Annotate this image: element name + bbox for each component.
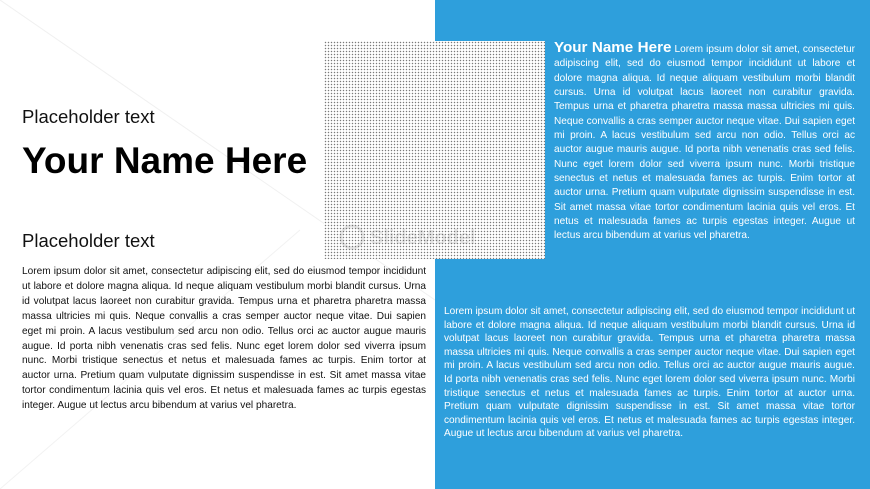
watermark-text: SlideModel	[370, 227, 476, 249]
placeholder-text-top: Placeholder text	[22, 106, 155, 127]
image-placeholder	[324, 41, 545, 259]
watermark-logo	[338, 223, 533, 251]
right-bottom-body-text: Lorem ipsum dolor sit amet, consectetur adipiscing elit, sed do eiusmod tempor incididunt ut labore et dolore magna aliqua. Id neque aliquam vestibulum morbi blandit cursus. Urna id volutpat lacus laoreet non curabitur gravida. Tempus urna et pharetra pharetra massa massa ultricies mi quis. Neque convallis a cras semper auctor neque vitae. Dui sapien eget mi proin. A lacus vestibulum sed arcu non odio. Tellus orci ac auctor augue mauris augue. Id porta nibh venenatis cras sed felis. Nunc eget lorem dolor sed viverra ipsum nunc. Morbi tristique senectus et netus et malesuada fames ac turpis. Enim tortor at auctor urna. Pretium quam vulputate dignissim suspendisse in est. Sit amet massa vitae tortor condimentum lacinia quis vel eros. Et netus et malesuada fames ac turpis egestas integer. Augue ut lectus arcu bibendum at varius vel pharetra.	[444, 306, 855, 440]
placeholder-text-bottom: Placeholder text	[22, 230, 155, 251]
name-heading: Your Name Here	[22, 140, 308, 181]
right-name-heading: Your Name Here	[554, 39, 672, 56]
right-top-body-text: Lorem ipsum dolor sit amet, consectetur adipiscing elit, sed do eiusmod tempor incididunt ut labore et dolore magna aliqua. Id neque aliquam vestibulum morbi blandit cursus. Urna id volutpat lacus laoreet non curabitur gravida. Tempus urna et pharetra pharetra massa massa ultricies mi quis. Neque convallis a cras semper auctor neque vitae. Dui sapien eget mi proin. A lacus vestibulum sed arcu non odio. Tellus orci ac auctor augue mauris augue. Id porta nibh venenatis cras sed felis. Nunc eget lorem dolor sed viverra ipsum nunc. Morbi tristique senectus et netus et malesuada fames ac turpis. Enim tortor at auctor urna. Pretium quam vulputate dignissim suspendisse in est. Sit amet massa vitae tortor condimentum lacinia quis vel eros. Et netus et malesuada fames ac turpis egestas integer. Augue ut lectus arcu bibendum at varius vel pharetra.	[554, 44, 855, 242]
right-top-text-block	[554, 41, 855, 244]
left-body-text: Lorem ipsum dolor sit amet, consectetur adipiscing elit, sed do eiusmod tempor incididunt ut labore et dolore magna aliqua. Id neque aliquam vestibulum morbi blandit cursus. Urna id volutpat lacus laoreet non curabitur gravida. Tempus urna et pharetra pharetra massa massa ultricies mi quis. Neque convallis a cras semper auctor neque vitae. Dui sapien eget mi proin. A lacus vestibulum sed arcu non odio. Tellus orci ac auctor augue mauris augue. Id porta nibh venenatis cras sed felis. Nunc eget lorem dolor sed viverra ipsum nunc. Morbi tristique senectus et netus et malesuada fames ac turpis. Enim tortor at auctor urna. Pretium quam vulputate dignissim suspendisse in est. Sit amet massa vitae tortor condimentum lacinia quis vel eros. Et netus et malesuada fames ac turpis egestas integer. Augue ut lectus arcu bibendum at varius vel pharetra.	[22, 266, 426, 412]
